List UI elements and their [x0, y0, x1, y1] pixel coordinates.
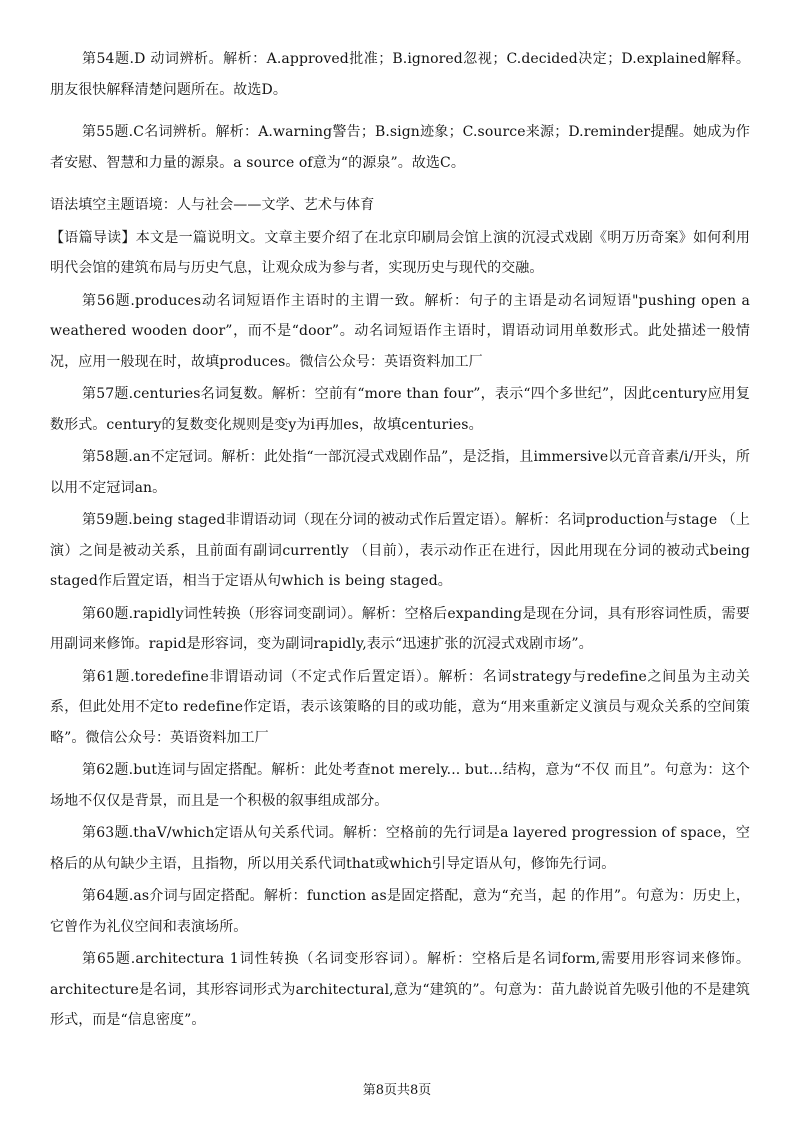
section-heading: 语法填空主题语境：人与社会——文学、艺术与体育 — [50, 197, 375, 213]
page-number: 第8页共8页 — [362, 1083, 432, 1098]
answer-paragraph-54: 第54题.D 动词辨析。解析：A.approved批准；B.ignored忽视；C.decided决定；D.explained解释。朋友很快解释清楚问题所在。故选D。 — [50, 51, 750, 98]
answer-paragraph-59: 第59题.being staged非谓语动词（现在分词的被动式作后置定语）。解析：名词production与stage （上演）之间是被动关系，且前面有副词currently （目前），表示动作正在进行，因此用现在分词的被动式being staged作后置定语，相当于定语从句which is being staged。 — [50, 512, 750, 589]
document-body — [50, 44, 750, 1038]
answer-paragraph-64: 第64题.as介词与固定搭配。解析：function as是固定搭配，意为“充当，起 的作用”。句意为：历史上，它曾作为礼仪空间和表演场所。 — [50, 888, 750, 935]
answer-paragraph-56: 第56题.produces动名词短语作主语时的主谓一致。解析：句子的主语是动名词短语"pushing open a weathered wooden door”，而不是“door”。动名词短语作主语时，谓语动词用单数形式。此处描述一般情况，应用一般现在时，故填produces。微信公众号：英语资料加工厂 — [50, 292, 750, 370]
answer-paragraph-55: 第55题.C名词辨析。解析：A.warning警告；B.sign迹象；C.source来源；D.reminder提醒。她成为作者安慰、智慧和力量的源泉。a source of意为“的源泉”。故选C。 — [50, 124, 750, 171]
answer-paragraph-58: 第58题.an不定冠词。解析：此处指“一部沉浸式戏剧作品”，是泛指，且immersive以元音音素/i/开头，所以用不定冠词an。 — [50, 449, 750, 496]
answer-paragraph-65: 第65题.architectura 1词性转换（名词变形容词）。解析：空格后是名词form,需要用形容词来修饰。architecture是名词，其形容词形式为architectural,意为“建筑的”。句意为：苗九龄说首先吸引他的不是建筑形式，而是“信息密度”。 — [50, 951, 750, 1028]
answer-paragraph-62: 第62题.but连词与固定搭配。解析：此处考查not merely... but...结构，意为“不仅 而且”。句意为：这个场地不仅仅是背景，而且是一个积极的叙事组成部分。 — [50, 762, 750, 809]
answer-paragraph-60: 第60题.rapidly词性转换（形容词变副词）。解析：空格后expanding是现在分词，具有形容词性质，需要用副词来修饰。rapid是形容词，变为副词rapidly,表示“迅速扩张的沉浸式戏剧市场”。 — [50, 605, 750, 652]
answer-paragraph-61: 第61题.toredefine非谓语动词（不定式作后置定语）。解析：名词strategy与redefine之间虽为主动关系，但此处用不定to redefine作定语，表示该策略的目的或功能，意为“用来重新定义演员与观众关系的空间策略”。微信公众号：英语资料加工厂 — [50, 668, 750, 746]
answer-paragraph-63: 第63题.thaV/which定语从句关系代词。解析：空格前的先行词是a layered progression of space，空格后的从句缺少主语，且指物，所以用关系代词that或which引导定语从句，修饰先行词。 — [50, 825, 750, 872]
passage-guide: 【语篇导读】本文是一篇说明文。文章主要介绍了在北京印刷局会馆上演的沉浸式戏剧《明万历奇案》如何利用明代会馆的建筑布局与历史气息，让观众成为参与者，实现历史与现代的交融。 — [50, 229, 750, 276]
answer-paragraph-57: 第57题.centuries名词复数。解析：空前有“more than four”，表示“四个多世纪”，因此century应用复数形式。century的复数变化规则是变y为i再加es，故填centuries。 — [50, 386, 750, 433]
